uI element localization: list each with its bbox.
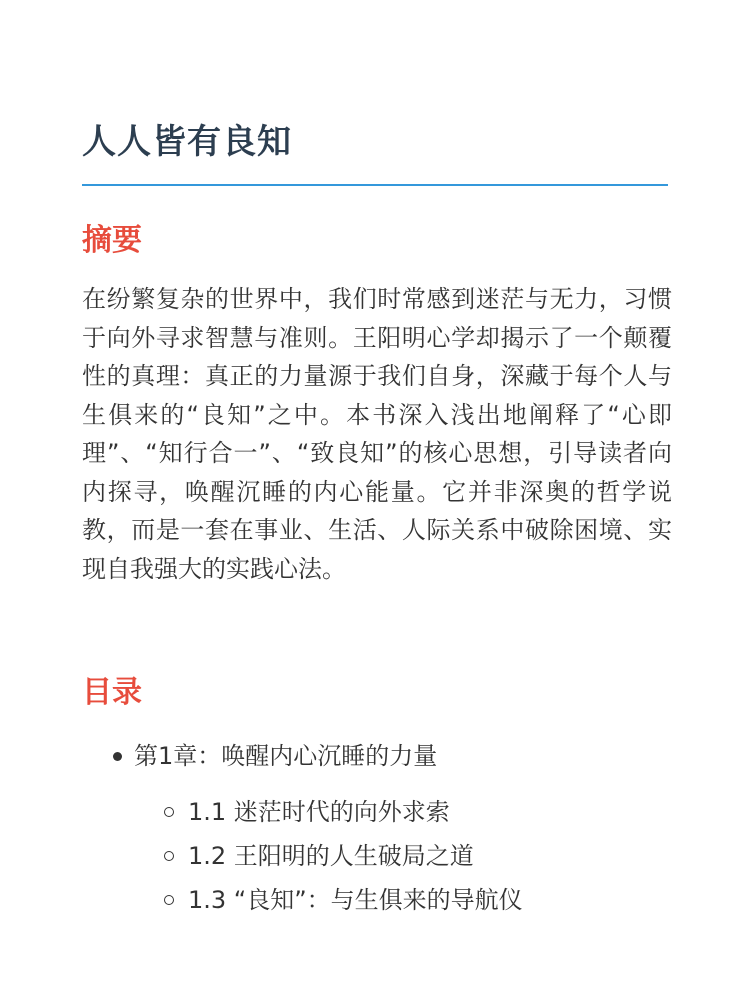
toc-section-label: 1.3 “良知”：与生俱来的导航仪	[188, 886, 523, 914]
bullet-circle-icon	[164, 807, 174, 817]
toc-chapter-label: 第1章：唤醒内心沉睡的力量	[134, 742, 438, 770]
toc-section-item	[134, 834, 672, 878]
abstract-body: 在纷繁复杂的世界中，我们时常感到迷茫与无力，习惯于向外寻求智慧与准则。王阳明心学却揭示了一个颠覆性的真理：真正的力量源于我们自身，深藏于每个人与生俱来的“良知”之中。本书深入浅出地阐释了“心即理”、“知行合一”、“致良知”的核心思想，引导读者向内探寻，唤醒沉睡的内心能量。它并非深奥的哲学说教，而是一套在事业、生活、人际关系中破除困境、实现自我强大的实践心法。	[82, 285, 672, 583]
bullet-disc-icon	[113, 752, 122, 761]
toc-section-label: 1.1 迷茫时代的向外求索	[188, 798, 450, 826]
title-divider	[82, 184, 668, 186]
toc-section-item	[134, 878, 672, 922]
bullet-circle-icon	[164, 851, 174, 861]
bullet-circle-icon	[164, 895, 174, 905]
toc-section-item	[134, 790, 672, 834]
toc-heading: 目录	[82, 675, 142, 710]
page-title: 人人皆有良知	[82, 122, 292, 162]
abstract-heading: 摘要	[82, 223, 142, 258]
table-of-contents	[82, 734, 672, 922]
toc-section-label: 1.2 王阳明的人生破局之道	[188, 842, 474, 870]
toc-chapter-1	[82, 734, 672, 922]
toc-section-list	[134, 790, 672, 922]
